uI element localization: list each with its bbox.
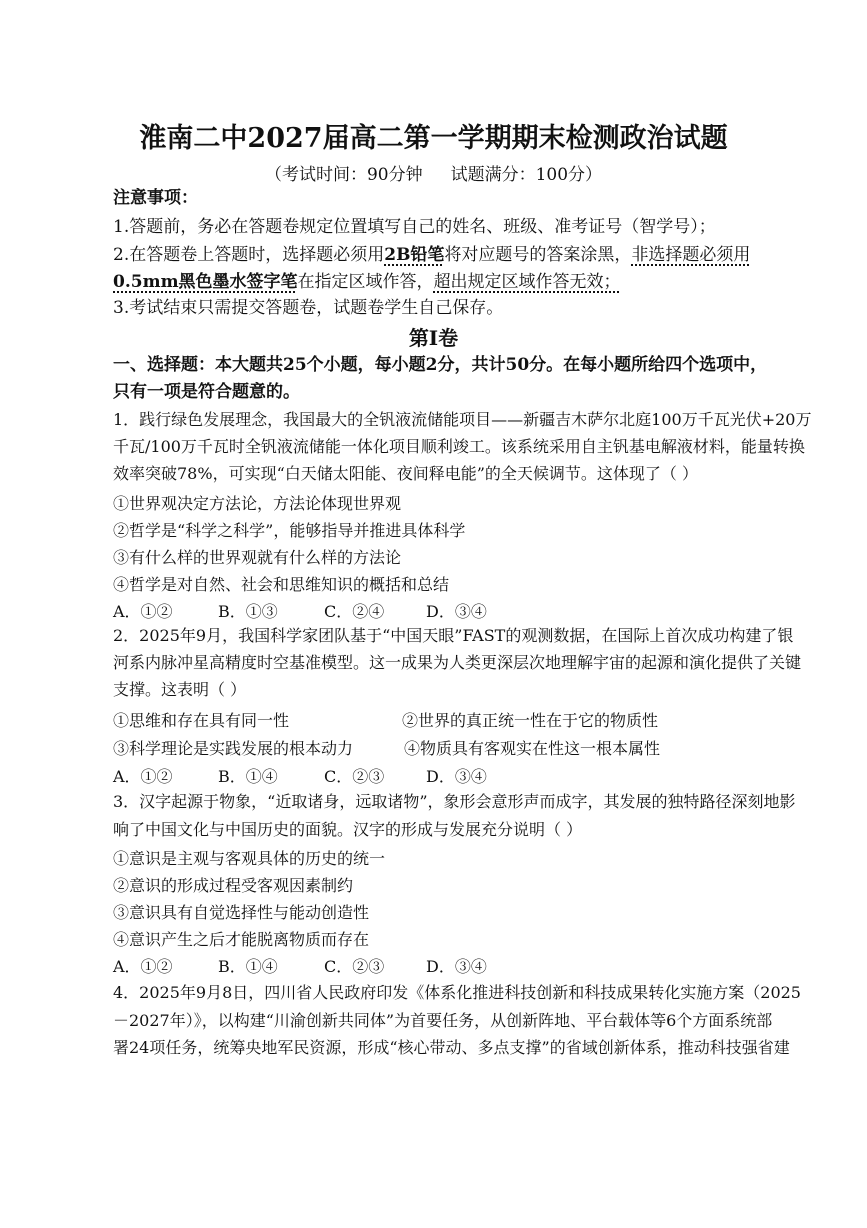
- exam-time: （考试时间：90分钟: [264, 165, 423, 185]
- q1-choice-a: A．①②: [113, 602, 173, 621]
- q3-option-4: ④意识产生之后才能脱离物质而存在: [113, 930, 370, 949]
- full-score: 试题满分：100分）: [450, 165, 603, 185]
- q4-stem-line-1: 4．2025年9月8日，四川省人民政府印发《体系化推进科技创新和科技成果转化实施方案（2025: [113, 983, 801, 1002]
- q3-choice-b: B．①④: [218, 957, 278, 976]
- q2-choice-d: D．③④: [426, 767, 487, 786]
- part1-heading-line-2: 只有一项是符合题意的。: [113, 382, 300, 402]
- notice-heading: 注意事项：: [113, 188, 198, 208]
- q2-stem-line-2: 河系内脉冲星高精度时空基准模型。这一成果为人类更深层次地理解宇宙的起源和演化提供了关键: [113, 653, 802, 672]
- q3-choice-a: A．①②: [113, 957, 173, 976]
- q3-stem-line-2: 响了中国文化与中国历史的面貌。汉字的形成与发展充分说明（ ）: [113, 820, 583, 839]
- q3-stem-line-1: 3．汉字起源于物象，“近取诸身，远取诸物”，象形会意形声而成字，其发展的独特路径深刻地影: [113, 792, 796, 811]
- notice-item-2-line-1: 2.在答题卷上答题时，选择题必须用2B铅笔将对应题号的答案涂黑，非选择题必须用: [113, 245, 751, 265]
- q3-option-3: ③意识具有自觉选择性与能动创造性: [113, 903, 370, 922]
- q3-choice-d: D．③④: [426, 957, 487, 976]
- exam-subtitle: [0, 160, 867, 185]
- notice-item-3: 3.考试结束只需提交答题卷，试题卷学生自己保存。: [113, 298, 504, 318]
- invalid-area-warning: 超出规定区域作答无效；: [433, 272, 621, 292]
- q3-choice-c: C．②③: [324, 957, 385, 976]
- q1-stem-line-3: 效率突破78%，可实现“白天储太阳能、夜间释电能”的全天候调节。这体现了（ ）: [113, 464, 699, 483]
- q4-stem-line-3: 署24项任务，统筹央地军民资源，形成“核心带动、多点支撑”的省域创新体系，推动科技强省建: [113, 1038, 790, 1057]
- notice-item-2-line-2: 0.5mm黑色墨水签字笔在指定区域作答，超出规定区域作答无效；: [113, 272, 621, 292]
- notice-item-1: 1.答题前，务必在答题卷规定位置填写自己的姓名、班级、准考证号（智学号）；: [113, 217, 716, 237]
- q2-option-1: ①思维和存在具有同一性: [113, 711, 290, 730]
- q1-option-1: ①世界观决定方法论，方法论体现世界观: [113, 494, 402, 513]
- exam-title: 淮南二中2027届高二第一学期期末检测政治试题: [139, 123, 728, 154]
- q1-option-4: ④哲学是对自然、社会和思维知识的概括和总结: [113, 575, 450, 594]
- q2-option-3: ③科学理论是实践发展的根本动力: [113, 739, 354, 758]
- part1-heading-line-1: 一、选择题：本大题共25个小题，每小题2分，共计50分。在每小题所给四个选项中，: [113, 355, 768, 375]
- q2-choice-a: A．①②: [113, 767, 173, 786]
- q1-choice-c: C．②④: [324, 602, 385, 621]
- q2-choice-c: C．②③: [324, 767, 385, 786]
- q2-option-2: ②世界的真正统一性在于它的物质性: [402, 711, 659, 730]
- q4-stem-line-2: －2027年）》，以构建“川渝创新共同体”为首要任务，从创新阵地、平台载体等6个方面系统部: [113, 1011, 773, 1030]
- q3-option-2: ②意识的形成过程受客观因素制约: [113, 876, 354, 895]
- q1-option-2: ②哲学是“科学之科学”，能够指导并推进具体科学: [113, 521, 466, 540]
- pen-requirement: 0.5mm黑色墨水签字笔: [113, 272, 298, 292]
- q2-stem-line-1: 2．2025年9月，我国科学家团队基于“中国天眼”FAST的观测数据，在国际上首次成功构建了银: [113, 626, 794, 645]
- q2-option-4: ④物质具有客观实在性这一根本属性: [404, 739, 661, 758]
- q2-choice-b: B．①④: [218, 767, 278, 786]
- non-choice-requirement: 非选择题必须用: [631, 245, 751, 265]
- q1-choice-b: B．①③: [218, 602, 278, 621]
- q1-choice-d: D．③④: [426, 602, 487, 621]
- q1-stem-line-1: 1．践行绿色发展理念，我国最大的全钒液流储能项目——新疆吉木萨尔北庭100万千瓦光伏+20万: [113, 410, 812, 429]
- volume-title: 第Ⅰ卷: [408, 326, 459, 350]
- q2-stem-line-3: 支撑。这表明（ ）: [113, 680, 247, 699]
- q3-option-1: ①意识是主观与客观具体的历史的统一: [113, 849, 386, 868]
- q1-stem-line-2: 千瓦/100万千瓦时全钒液流储能一体化项目顺利竣工。该系统采用自主钒基电解液材料，能量转换: [113, 437, 805, 456]
- q1-option-3: ③有什么样的世界观就有什么样的方法论: [113, 548, 402, 567]
- pencil-requirement: 2B铅笔: [384, 245, 445, 265]
